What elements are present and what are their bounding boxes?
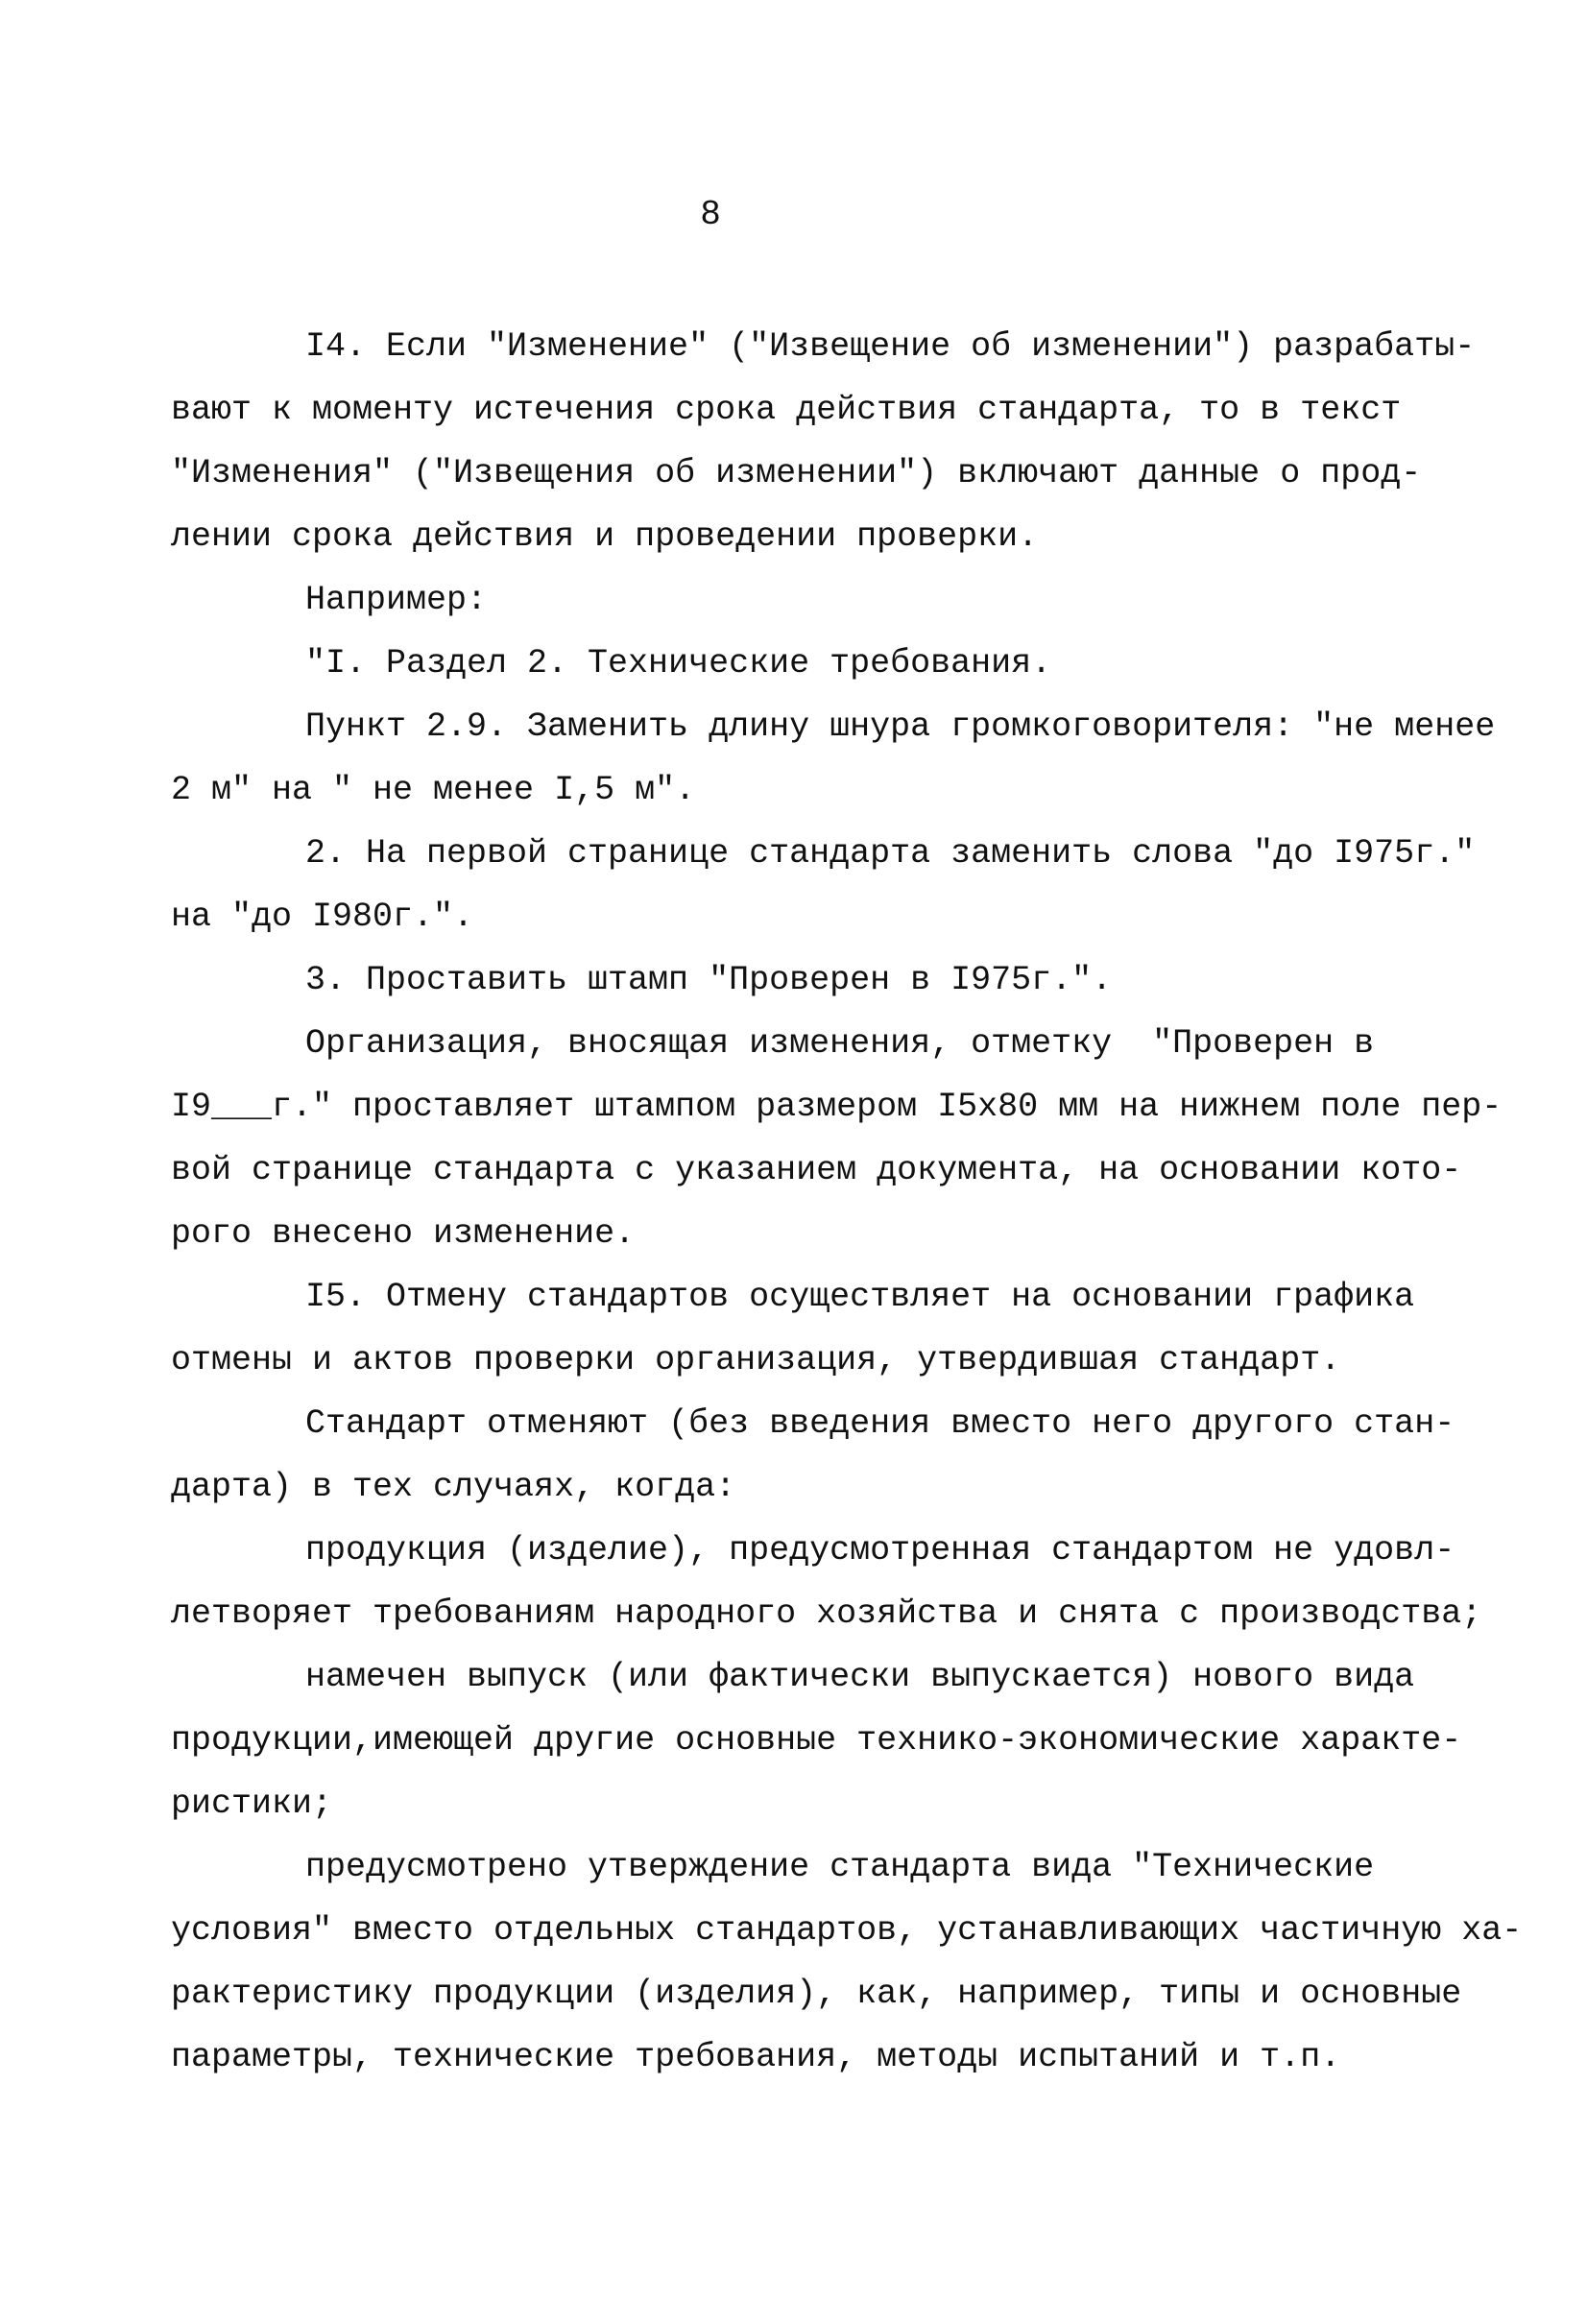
text-line: параметры, технические требования, методы испытаний и т.п.	[171, 2038, 1341, 2076]
text-line: Стандарт отменяют (без введения вместо него другого стан-	[305, 1404, 1455, 1443]
text-line: 2 м" на " не менее I,5 м".	[171, 771, 696, 809]
text-line: вают к моменту истечения срока действия стандарта, то в текст	[171, 391, 1402, 429]
text-line: отмены и актов проверки организация, утвердившая стандарт.	[171, 1341, 1341, 1379]
text-line: лении срока действия и проведении проверки.	[171, 517, 1039, 556]
text-line: Например:	[305, 581, 488, 619]
text-line: "I. Раздел 2. Технические требования.	[305, 644, 1052, 683]
text-line: продукция (изделие), предусмотренная стандартом не удовл-	[305, 1531, 1455, 1569]
text-line: I9___г." проставляет штампом размером I5х80 мм на нижнем поле пер-	[171, 1088, 1503, 1126]
text-line: 3. Проставить штамп "Проверен в I975г.".	[305, 961, 1113, 999]
text-line: Пункт 2.9. Заменить длину шнура громкоговорителя: "не менее	[305, 707, 1496, 746]
text-line: I5. Отмену стандартов осуществляет на основании графика	[305, 1278, 1415, 1316]
text-line: продукции,имеющей другие основные технико-экономические характе-	[171, 1721, 1462, 1760]
text-line: на "до I980г.".	[171, 898, 474, 936]
text-line: летворяет требованиям народного хозяйства и снята с производства;	[171, 1594, 1482, 1633]
text-line: дарта) в тех случаях, когда:	[171, 1468, 736, 1506]
text-line: Организация, вносящая изменения, отметку "Проверен в	[305, 1024, 1375, 1063]
text-line: рого внесено изменение.	[171, 1214, 636, 1253]
text-line: условия" вместо отдельных стандартов, устанавливающих частичную ха-	[171, 1911, 1523, 1950]
text-line: вой странице стандарта с указанием документа, на основании кото-	[171, 1151, 1462, 1189]
page-number: 8	[700, 195, 721, 234]
text-line: "Изменения" ("Извещения об изменении") включают данные о прод-	[171, 454, 1422, 492]
text-line: ристики;	[171, 1785, 333, 1823]
text-line: I4. Если "Изменение" ("Извещение об изменении") разрабаты-	[305, 327, 1476, 366]
text-line: рактеристику продукции (изделия), как, например, типы и основные	[171, 1975, 1462, 2013]
text-line: предусмотрено утверждение стандарта вида "Технические	[305, 1848, 1375, 1886]
body-text	[171, 315, 1523, 2089]
text-line: 2. На первой странице стандарта заменить слова "до I975г."	[305, 834, 1476, 873]
text-line: намечен выпуск (или фактически выпускается) нового вида	[305, 1658, 1415, 1696]
